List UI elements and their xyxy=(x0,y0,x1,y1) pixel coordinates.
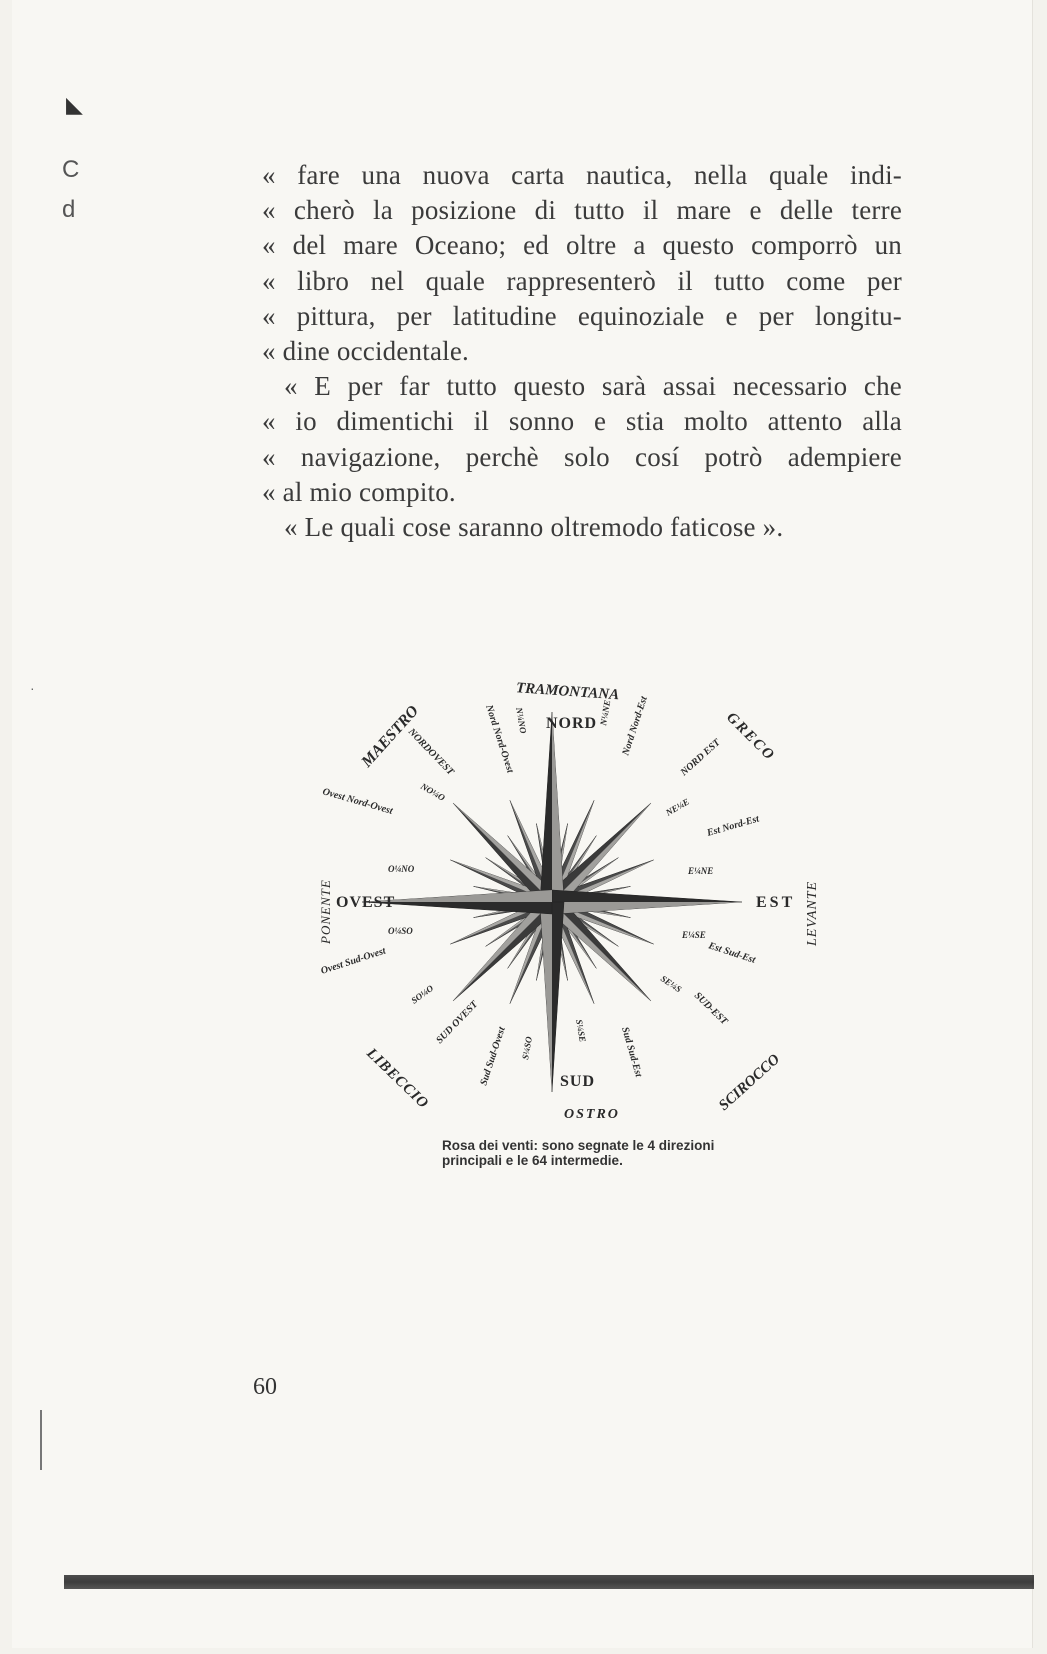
label-o-so: O¼SO xyxy=(388,926,413,936)
label-ne-e: NE¼E xyxy=(664,796,691,818)
margin-dot-mark: · xyxy=(30,680,35,696)
label-e-ne: E¼NE xyxy=(688,866,714,876)
label-ovest-sud-ovest: Ovest Sud-Ovest xyxy=(319,945,388,977)
label-est-sud-est: Est Sud-Est xyxy=(707,940,757,966)
label-n-no: N¼NO xyxy=(514,706,529,735)
text-line: « al mio compito. xyxy=(262,476,456,507)
label-nord-est: NORD EST xyxy=(678,737,723,779)
label-scirocco: SCIROCCO xyxy=(715,1051,784,1114)
label-est: EST xyxy=(756,894,796,911)
text-line: « libro nel quale rappresenterò il tutto come per xyxy=(262,265,902,296)
label-so-o: SO¼O xyxy=(409,982,436,1006)
figure-caption: Rosa dei venti: sono segnate le 4 direzioni principali e le 64 intermedie. xyxy=(442,1138,715,1168)
label-levante: LEVANTE xyxy=(805,880,820,946)
label-sud-sud-ovest: Sud Sud-Ovest xyxy=(478,1025,508,1087)
label-est-nord-est: Est Nord-Est xyxy=(705,813,761,839)
label-ponente: PONENTE xyxy=(318,879,333,944)
text-line: « dine occidentale. xyxy=(262,336,469,367)
label-s-se: S¼SE xyxy=(574,1018,588,1043)
label-sud-sud-est: Sud Sud-Est xyxy=(619,1025,644,1079)
margin-line-mark xyxy=(40,1410,42,1470)
label-tramontana: TRAMONTANA xyxy=(515,680,620,704)
text-line: « fare una nuova carta nautica, nella quale indi- xyxy=(262,160,902,190)
text-line: « io dimentichi il sonno e stia molto attento alla xyxy=(262,406,902,437)
margin-letter-c: C xyxy=(62,156,80,183)
text-line: « navigazione, perchè solo cosí potrò adempiere xyxy=(262,441,902,472)
text-line: « del mare Oceano; ed oltre a questo comporrò un xyxy=(262,230,902,261)
label-e-se: E¼SE xyxy=(682,930,706,940)
text-line: « pittura, per latitudine equinoziale e per longitu- xyxy=(262,300,902,331)
text-line: « Le quali cose saranno oltremodo faticose ». xyxy=(284,512,784,543)
label-nord-nord-est: Nord Nord-Est xyxy=(620,695,650,757)
label-ostro: OSTRO xyxy=(564,1107,620,1122)
scan-edge-bar xyxy=(64,1575,1034,1589)
page-number: 60 xyxy=(253,1374,277,1400)
label-libeccio: LIBECCIO xyxy=(363,1045,432,1113)
label-nordovest: NORDOVEST xyxy=(405,726,456,778)
margin-marks xyxy=(62,88,102,230)
text-line: « E per far tutto questo sarà assai necessario che xyxy=(284,371,902,402)
label-nord: NORD xyxy=(546,715,598,732)
margin-letter-d: d xyxy=(62,196,76,223)
compass-rose-figure xyxy=(316,656,856,1136)
label-n-ne: N¼NE xyxy=(598,699,613,727)
label-sud-ovest: SUD OVEST xyxy=(434,999,481,1047)
text-line: « cherò la posizione di tutto il mare e delle terre xyxy=(262,195,902,226)
label-se-s: SE¼S xyxy=(658,973,684,995)
label-ovest: OVEST xyxy=(336,894,396,911)
body-text xyxy=(262,158,902,545)
label-nord-nord-ovest: Nord Nord-Ovest xyxy=(483,703,516,775)
label-sud-est: SUD-EST xyxy=(691,990,730,1028)
label-o-no: O¼NO xyxy=(388,864,415,874)
label-ovest-nord-ovest: Ovest Nord-Ovest xyxy=(321,786,394,817)
label-s-so: S¼SO xyxy=(520,1035,535,1061)
label-greco: GRECO xyxy=(723,709,779,765)
margin-arrow-mark: ◣ xyxy=(66,92,83,117)
label-maestro: MAESTRO xyxy=(358,702,423,771)
label-no-o: NO¼O xyxy=(419,781,447,803)
label-sud: SUD xyxy=(560,1073,596,1090)
compass-rose xyxy=(316,656,856,1136)
